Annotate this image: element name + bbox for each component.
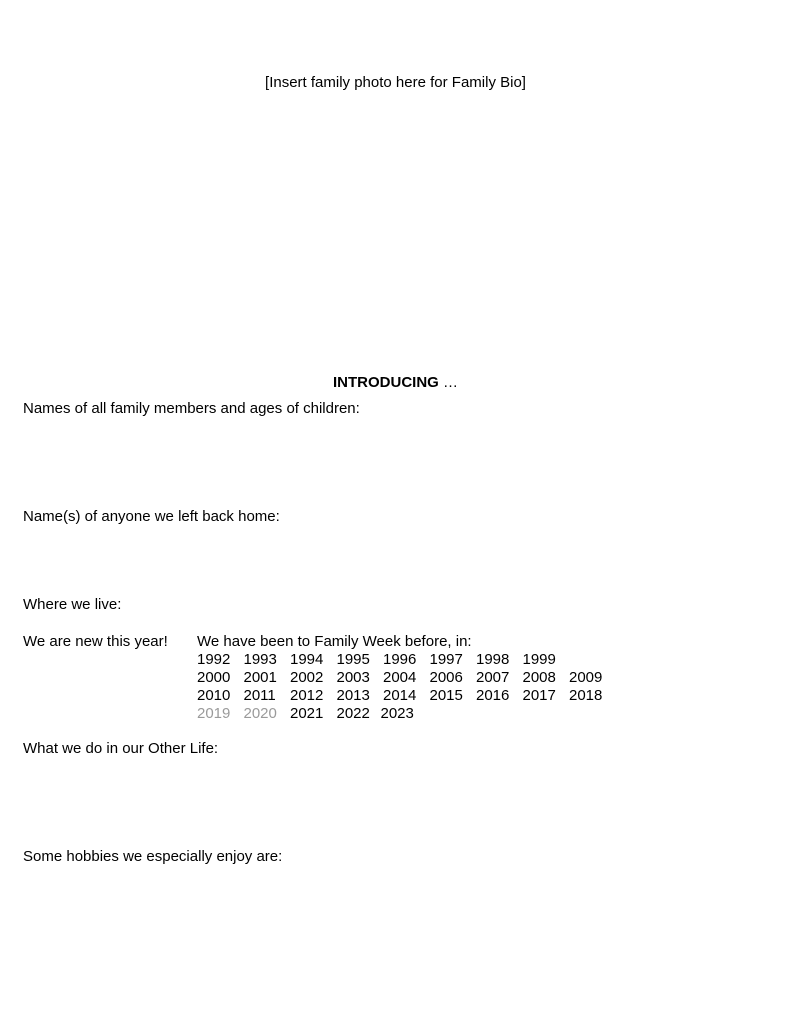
other-life-label: What we do in our Other Life:	[23, 740, 219, 757]
years-row	[197, 705, 616, 723]
year-2009: 2009	[569, 669, 603, 686]
year-1992: 1992	[197, 651, 231, 668]
years-grid	[197, 651, 616, 723]
year-2001: 2001	[243, 669, 277, 686]
year-1999: 1999	[522, 651, 556, 668]
year-2013: 2013	[336, 687, 370, 704]
year-1997: 1997	[429, 651, 463, 668]
left-back-home-label: Name(s) of anyone we left back home:	[23, 508, 280, 525]
year-2011: 2011	[243, 687, 276, 704]
years-row	[197, 651, 616, 669]
year-2007: 2007	[476, 669, 510, 686]
year-2016: 2016	[476, 687, 510, 704]
introducing-heading-ellipsis: …	[438, 374, 458, 391]
family-members-label: Names of all family members and ages of children:	[23, 400, 360, 417]
year-1994: 1994	[290, 651, 324, 668]
year-2000: 2000	[197, 669, 231, 686]
year-2002: 2002	[290, 669, 324, 686]
year-2019: 2019	[197, 705, 231, 722]
year-2004: 2004	[383, 669, 417, 686]
year-2020: 2020	[243, 705, 277, 722]
year-1996: 1996	[383, 651, 417, 668]
year-1995: 1995	[336, 651, 370, 668]
year-2018: 2018	[569, 687, 603, 704]
year-2015: 2015	[429, 687, 463, 704]
year-2017: 2017	[522, 687, 556, 704]
year-2003: 2003	[336, 669, 370, 686]
year-2022: 2022	[336, 705, 370, 722]
years-row	[197, 687, 616, 705]
family-week-years	[197, 633, 616, 723]
year-2021: 2021	[290, 705, 324, 722]
year-2023: 2023	[380, 705, 414, 722]
years-row	[197, 669, 616, 687]
year-2010: 2010	[197, 687, 231, 704]
hobbies-label: Some hobbies we especially enjoy are:	[23, 848, 283, 865]
where-we-live-label: Where we live:	[23, 596, 122, 613]
year-1998: 1998	[476, 651, 510, 668]
introducing-heading-bold: INTRODUCING	[333, 374, 439, 391]
year-2014: 2014	[383, 687, 417, 704]
year-2012: 2012	[290, 687, 324, 704]
introducing-heading	[0, 374, 791, 392]
year-1993: 1993	[243, 651, 277, 668]
year-2008: 2008	[522, 669, 556, 686]
family-week-intro: We have been to Family Week before, in:	[197, 633, 472, 650]
year-2006: 2006	[429, 669, 463, 686]
new-this-year-label: We are new this year!	[23, 633, 168, 650]
family-photo-placeholder: [Insert family photo here for Family Bio]	[265, 74, 526, 91]
